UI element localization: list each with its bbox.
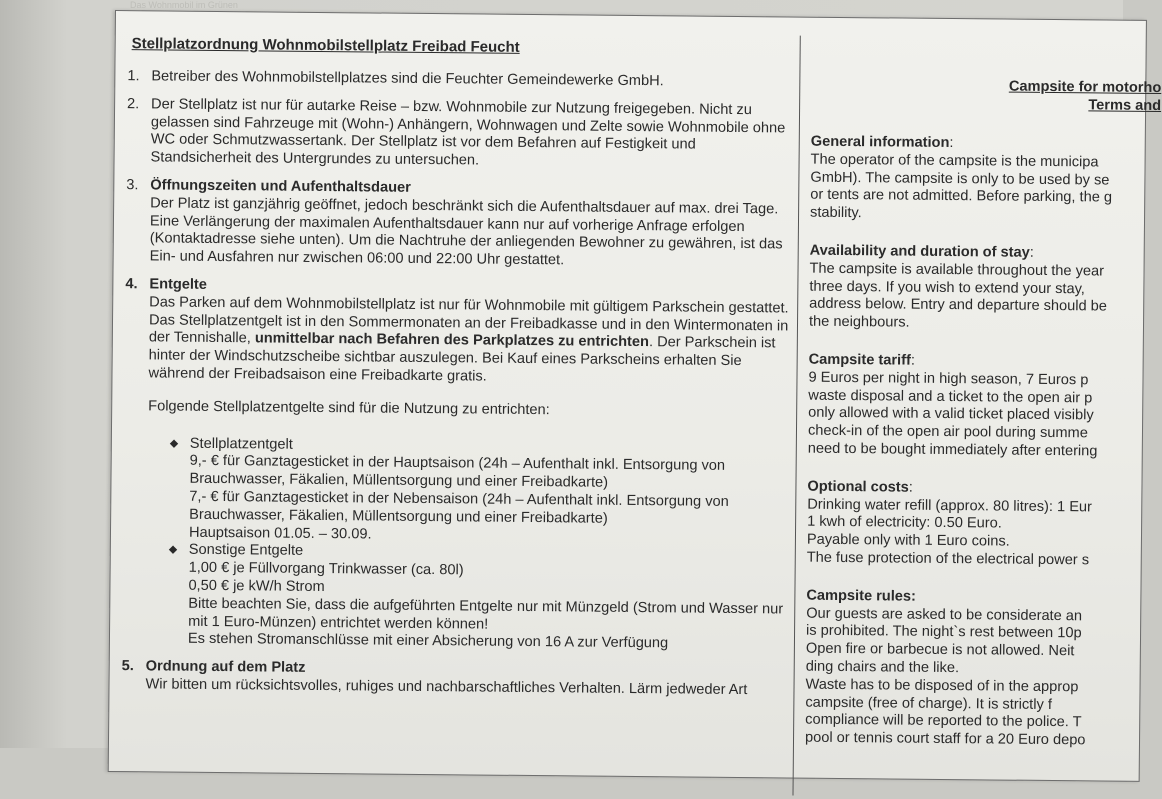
section-3 bbox=[126, 177, 795, 272]
fee-line: 7,- € für Ganztagesticket in der Nebensaison (24h – Aufenthalt inkl. Entsorgung von Brauchwasser, Fäkalien, Müllentsorgung und einer Freibadkarte) bbox=[189, 488, 729, 527]
german-column bbox=[121, 35, 795, 710]
bullet-icon: ◆ bbox=[168, 543, 178, 556]
section-number: 5. bbox=[121, 658, 134, 675]
section-heading: Ordnung auf dem Platz bbox=[145, 658, 306, 676]
section-text: Der Platz ist ganzjährig geöffnet, jedoch beschränkt sich die Aufenthaltsdauer auf max. drei Tage. Eine Verlängerung der maximalen Aufenthaltsdauer kann nur auf vorherige Anfrage erfolgen (Kontaktadresse siehe unten). Um die Nachtruhe der anliegenden Bewohner zu gewähren, ist das Ein- und Ausfahren nur zwischen 06:00 und 22:00 Uhr gestattet. bbox=[149, 195, 783, 269]
section-number: 4. bbox=[125, 276, 138, 293]
section-heading: Öffnungszeiten und Aufenthaltsdauer bbox=[150, 177, 411, 196]
section-heading: Campsite tariff bbox=[808, 351, 911, 369]
section-number: 2. bbox=[127, 95, 140, 113]
fee-line: 0,50 € je kW/h Strom bbox=[188, 577, 325, 595]
header-strip: Das Wohnmobil im Grünen bbox=[130, 0, 238, 10]
section-text: Das Parken auf dem Wohnmobilstellplatz ist nur für Wohnmobile mit gültigem Parkschein gestattet. Das Stellplatzentgelt ist in den Sommermonaten an der Freibadkasse und in den Wintermonaten in der Tennishalle, unmittelbar nach Befahren des Parkplatzes zu entrichten. Der Parkschein ist hinter der Windschutzscheibe sichtbar auszulegen. Bei Kauf eines Parkscheins erhalten Sie während der Freibadsaison eine Freibadkarte gratis. bbox=[148, 294, 789, 385]
section-number: 3. bbox=[126, 177, 139, 194]
section-heading: Optional costs bbox=[807, 478, 909, 496]
fee-line: 1,00 € je Füllvorgang Trinkwasser (ca. 80l) bbox=[188, 559, 464, 579]
english-column bbox=[804, 76, 1162, 751]
fee-bullet-parking: ◆ Stellplatzentgelt bbox=[148, 435, 792, 459]
notice-sheet bbox=[108, 10, 1162, 782]
english-subtitle: Terms and bbox=[1088, 97, 1162, 115]
section-number: 1. bbox=[127, 68, 140, 85]
page-title: Stellplatzordnung Wohnmobilstellplatz Freibad Feucht bbox=[131, 35, 520, 56]
english-title: Campsite for motorho bbox=[1008, 78, 1162, 97]
section-4 bbox=[122, 276, 794, 655]
section-heading: General information bbox=[810, 133, 950, 152]
section-1 bbox=[127, 68, 795, 92]
section-heading: Entgelte bbox=[149, 276, 208, 293]
section-text: Wir bitten um rücksichtsvolles, ruhiges und nachbarschaftliches Verhalten. Lärm jedweder Art bbox=[145, 676, 748, 699]
section-heading: Availability and duration of stay bbox=[809, 242, 1030, 261]
fee-line: Hauptsaison 01.05. – 30.09. bbox=[188, 524, 372, 543]
fees-intro: Folgende Stellplatzentgelte sind für die Nutzung zu entrichten: bbox=[148, 398, 550, 418]
fee-line: 9,- € für Ganztagesticket in der Hauptsaison (24h – Aufenthalt inkl. Entsorgung von Brauchwasser, Fäkalien, Müllentsorgung und einer Freibadkarte) bbox=[189, 453, 726, 491]
optional-costs: Optional costs: Drinking water refill (approx. 80 litres): 1 Eur 1 kwh of electricity: 0.50 Euro. Payable only with 1 Euro coins. The fuse protection of the electrical power s bbox=[806, 478, 1093, 569]
fee-line: Bitte beachten Sie, dass die aufgeführten Entgelte nur mit Münzgeld (Strom und Wasser nur mit 1 Euro-Münzen) entrichtet werden können! bbox=[188, 595, 784, 633]
section-text: Betreiber des Wohnmobilstellplatzes sind die Feuchter Gemeindewerke GmbH. bbox=[151, 68, 664, 90]
bullet-icon: ◆ bbox=[169, 437, 179, 450]
section-heading: Campsite rules: bbox=[806, 587, 916, 605]
general-info: General information: The operator of the campsite is the municipa GmbH). The campsite is only to be used by se or tents are not admitted. Before parking, the g stability. bbox=[810, 133, 1113, 222]
campsite-tariff: Campsite tariff: 9 Euros per night in high season, 7 Euros p waste disposal and a ticket to the open air p only allowed with a valid ticket placed visibly check-in of the open air pool during summe need to be bought immediately after entering bbox=[807, 351, 1098, 460]
availability: Availability and duration of stay: The campsite is available throughout the year three days. If you wish to extend your stay, address below. Entry and departure should be the neighbours. bbox=[808, 242, 1108, 331]
campsite-rules: Campsite rules: Our guests are asked to be considerate an is prohibited. The night`s rest between 10p Open fire or barbecue is not allowed. Neit ding chairs and the like. Waste has to be disposed of in the approp campsite (free of charge). It is strictly f compliance will be reported to the police. T pool or tennis court staff for a 20 Euro depo bbox=[805, 587, 1147, 750]
section-text: Der Stellplatz ist nur für autarke Reise – bzw. Wohnmobile zur Nutzung freigegeben. Nicht zu gelassen sind Fahrzeuge mit (Wohn-) Anhängern, Wohnwagen und Zelte sowie Wohnmobile ohne WC oder Schmutzwassertank. Der Stellplatz ist vor dem Befahren auf Festigkeit und Standsicherheit des Untergrundes zu untersuchen. bbox=[150, 96, 786, 169]
section-2 bbox=[126, 96, 795, 174]
fee-bullet-other: ◆ Sonstige Entgelte bbox=[147, 542, 791, 566]
section-5 bbox=[121, 658, 789, 700]
fee-line: Es stehen Stromanschlüsse mit einer Absicherung von 16 A zur Verfügung bbox=[187, 631, 669, 652]
